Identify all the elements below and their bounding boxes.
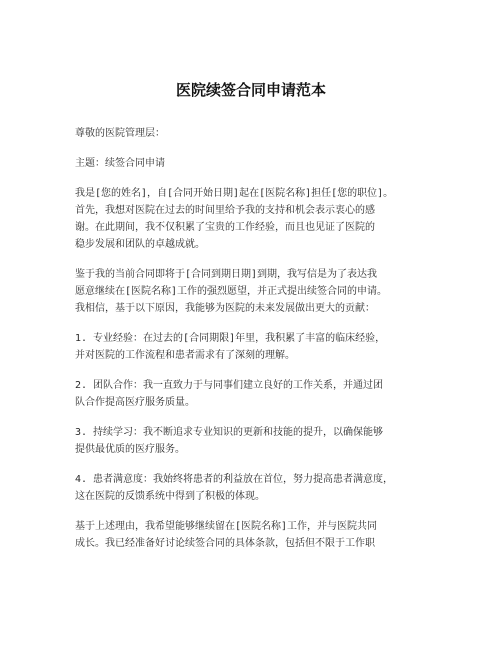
paragraph-line: 我相信，基于以下原因，我能够为医院的未来发展做出更大的贡献： xyxy=(75,303,375,314)
paragraph-line: 队合作提高医疗服务质量。 xyxy=(75,397,195,408)
paragraph xyxy=(75,424,475,458)
paragraph xyxy=(75,330,475,364)
paragraph-line: 首先，我想对医院在过去的时间里给予我的支持和机会表示衷心的感 xyxy=(75,205,375,216)
paragraph-line: 2. 团队合作：我一直致力于与同事们建立良好的工作关系，并通过团 xyxy=(75,380,384,391)
paragraph-line: 并对医院的工作流程和患者需求有了深刻的理解。 xyxy=(75,350,295,361)
paragraph-line: 谢。在此期间，我不仅积累了宝贵的工作经验，而且也见证了医院的 xyxy=(75,222,375,233)
paragraph-line: 成长。我已经准备好讨论续签合同的具体条款，包括但不限于工作职 xyxy=(75,538,375,549)
paragraph-line: 主题：续签合同申请 xyxy=(75,158,165,169)
paragraph-line: 这在医院的反馈系统中得到了积极的体现。 xyxy=(75,491,265,502)
paragraph-line: 基于上述理由，我希望能够继续留在[医院名称]工作，并与医院共同 xyxy=(75,521,378,532)
paragraph-line: 我是[您的姓名]，自[合同开始日期]起在[医院名称]担任[您的职位]。 xyxy=(75,188,394,199)
paragraph-line: 尊敬的医院管理层： xyxy=(75,128,165,139)
document-body xyxy=(75,125,475,565)
paragraph-line: 3. 持续学习：我不断追求专业知识的更新和技能的提升，以确保能够 xyxy=(75,427,384,438)
paragraph xyxy=(75,155,475,172)
paragraph-line: 鉴于我的当前合同即将于[合同到期日期]到期，我写信是为了表达我 xyxy=(75,269,378,280)
paragraph xyxy=(75,471,475,505)
paragraph xyxy=(75,377,475,411)
paragraph xyxy=(75,125,475,142)
paragraph-line: 1. 专业经验：在过去的[合同期限]年里，我积累了丰富的临床经验， xyxy=(75,333,386,344)
document-title: 医院续签合同申请范本 xyxy=(175,81,326,99)
paragraph-line: 愿意继续在[医院名称]工作的强烈愿望，并正式提出续签合同的申请。 xyxy=(75,286,388,297)
paragraph-line: 稳步发展和团队的卓越成就。 xyxy=(75,239,205,250)
paragraph-line: 提供最优质的医疗服务。 xyxy=(75,444,185,455)
paragraph-line: 4. 患者满意度：我始终将患者的利益放在首位，努力提高患者满意度， xyxy=(75,474,394,485)
paragraph xyxy=(75,185,475,253)
paragraph xyxy=(75,266,475,317)
paragraph xyxy=(75,518,475,552)
